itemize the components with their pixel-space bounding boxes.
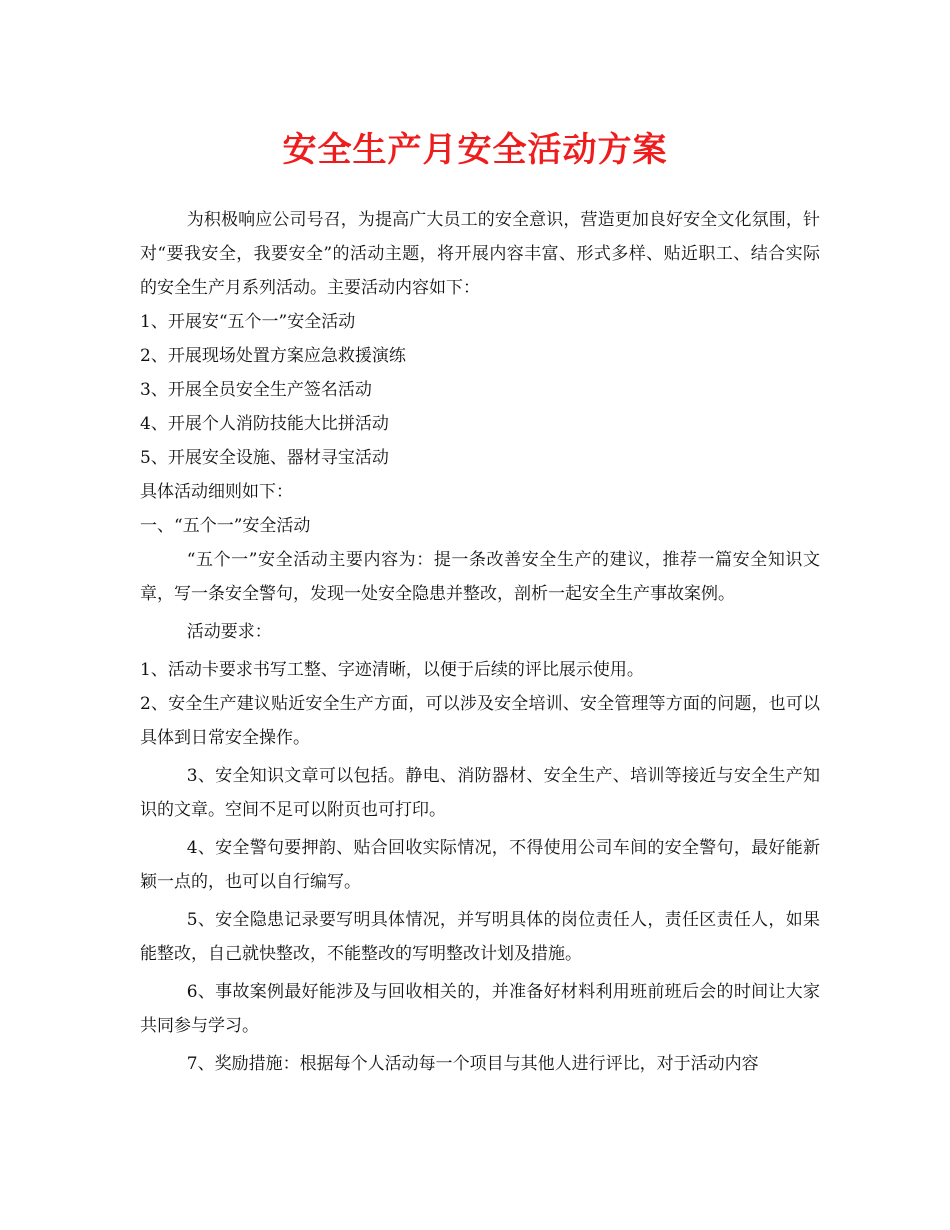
document-body [140,203,820,1081]
paragraph: 具体活动细则如下： [140,482,293,502]
paragraph: 6、事故案例最好能涉及与回收相关的，并准备好材料利用班前班后会的时间让大家共同参与学习。 [140,982,820,1036]
paragraph: 1、活动卡要求书写工整、字迹清晰，以便于后续的评比展示使用。 [140,660,644,680]
paragraph: 3、开展全员安全生产签名活动 [140,380,372,400]
paragraph: 1、开展安“五个一”安全活动 [140,312,356,332]
paragraph: 为积极响应公司号召，为提高广大员工的安全意识，营造更加良好安全文化氛围，针对“要我安全，我要安全”的活动主题，将开展内容丰富、形式多样、贴近职工、结合实际的安全生产月系列活动。主要活动内容如下： [140,210,820,298]
paragraph: “五个一”安全活动主要内容为：提一条改善安全生产的建议，推荐一篇安全知识文章，写一条安全警句，发现一处安全隐患并整改，剖析一起安全生产事故案例。 [140,550,820,604]
paragraph: 3、安全知识文章可以包括。静电、消防器材、安全生产、培训等接近与安全生产知识的文章。空间不足可以附页也可打印。 [140,766,820,820]
paragraph: 活动要求： [186,622,272,642]
paragraph: 7、奖励措施：根据每个人活动每一个项目与其他人进行评比，对于活动内容 [186,1054,759,1074]
paragraph: 2、开展现场处置方案应急救援演练 [140,346,406,366]
paragraph: 4、安全警句要押韵、贴合回收实际情况，不得使用公司车间的安全警句，最好能新颖一点的，也可以自行编写。 [140,838,820,892]
paragraph: 5、开展安全设施、器材寻宝活动 [140,448,389,468]
paragraph: 2、安全生产建议贴近安全生产方面，可以涉及安全培训、安全管理等方面的问题，也可以具体到日常安全操作。 [140,694,820,748]
document-title: 安全生产月安全活动方案 [282,130,668,170]
paragraph: 一、“五个一”安全活动 [140,516,311,536]
paragraph: 5、安全隐患记录要写明具体情况，并写明具体的岗位责任人，责任区责任人，如果能整改，自己就快整改，不能整改的写明整改计划及措施。 [140,910,820,964]
paragraph: 4、开展个人消防技能大比拼活动 [140,414,389,434]
